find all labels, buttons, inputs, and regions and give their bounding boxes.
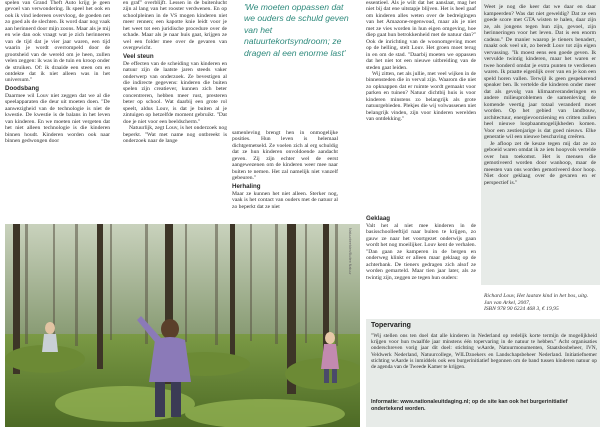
topervaring-box	[366, 319, 600, 427]
forest-photo-illustration	[5, 224, 360, 427]
column-5-paragraph-1: Valt het al niet mee kinderen in de basisschoolleeftijd naar buiten te krijgen, zo gauw ze naar het voortgezet onderwijs gaan wordt het nog moeilijker. Louv kent de verhalen. "Dan gaan ze kamperen in de bergen en onderweg klinkt er alleen maar geklaag op de achterbank. De tieners gedragen zich alsof ze worden gemarteld. Maar tien jaar later, als ze twintig zijn, zeggen ze tegen hun ouders:	[366, 223, 476, 281]
topervaring-info: Informatie: www.nationaleuitdaging.nl; op de site kan ook het burgerinitiatief ondertekend worden.	[371, 399, 568, 412]
heading-geklaag: Geklaag	[366, 215, 391, 222]
article-column-1	[5, 0, 110, 145]
topervaring-title: Topervaring	[371, 322, 411, 329]
sidebar-paragraph-2: Je afloop zet de keuze tegen mij dat ze zo geboeid waren omdat ik ze iets hoopvols vertelde over hun toekomst. Het is mensen die gemotiveerd worden door wanhoop, maar de meesten van ons worden gemotiveerd door hoop. Niet door geklaag over de gevaren en er perspectief is."	[484, 140, 596, 186]
heading-herhaling: Herhaling	[232, 182, 261, 190]
heading-doodsbang: Doodsbang	[5, 84, 40, 92]
article-column-5	[366, 214, 476, 281]
topervaring-body: "Wij stellen ons ten doel dat alle kinderen in Nederland op redelijk korte termijn de mogelijkheid krijgen voor hun twaalfde jaar minstens één topervaring in de natuur te hebben." Acht organisaties onderschreven vorig jaar dit doel: stichting wAarde, Natuurmonumenten, Staatsbosbeheer, IVN, Veldwerk Nederland, Natuurcollege, WILDzoekers en Landschapsbeheer Nederland. Initiatiefnemer stichting wAarde is inmiddels ook een burgerinitiatief begonnen om de band tussen kinderen natuur op de agenda van de Tweede Kamer te krijgen.	[371, 333, 597, 371]
column-2-paragraph-2: De effecten van de scheiding van kinderen en natuur zijn de laatste jaren steeds vaker onderwerp van onderzoek. Ze bevestigen al die indirecte gegevens: kinderen die buiten spelen zijn creatiever, kunnen zich beter concentreren, hebben meer rust, presteren beter op school. Wat daarbij een grote rol speelt, aldus Louv, is dat je buiten al je zintuigen op hetzelfde moment gebruikt. "Dat doe je niet voor een beeldscherm."	[123, 60, 227, 125]
heading-veel-steun: Veel steun	[123, 52, 154, 60]
article-column-2	[123, 0, 227, 145]
column-4-paragraph-1: essentieel. Als je wilt dat het aanslaat, mag het niet bij dat ene uitstapje blijven. Het is heel gaaf om kinderen alles weten over de bedreigingen van het Amazone-regenwoud, maar als je niet met ze vies worden in hun eigen omgeving, hoe diep gaat hun betrokkenheid met de natuur dan?" Ook de inrichting van de woonomgeving moet op de helling, stelt Louv. Het groen moet terug in en om de stad. "Daarbij moeten we oppassen dat het niet tot een nieuwe uitbreiding van de steden gaat leiden.	[366, 0, 476, 71]
column-2-paragraph-3: Natuurlijk, zegt Louv, is het onderzoek nog beperkt. "Wat met name nog ontbreekt is onderzoek naar de lange	[123, 125, 227, 145]
book-reference-line-2: ISBN 978 90 6224 468 3, € 19,95	[484, 306, 559, 313]
column-4-paragraph-2: Wij zitten, net als jullie, met veel wijken in de binnensteden die in verval zijn. Waarom die niet zo opknappen dat er ruimte wordt gemaakt voor parken en tuinen? Natuur dichtbij huis is voor kinderen minstens zo belangrijk als grote natuurgebieden. Plekjes die wij volwassenen niet belangrijk vinden, zijn voor kinderen werelden van ontdekking."	[366, 70, 476, 123]
column-3-paragraph-2: Maar ze kunnen het niet alleen. Sterker nog, vaak is het contact van ouders met de natuur al zo beperkt dat ze niet	[232, 190, 338, 210]
sidebar-panel	[481, 0, 600, 285]
book-reference-line-1: Richard Louv, Het laatste kind in het bos, uitg. Jan van Arkel, 2007,	[484, 293, 589, 306]
article-column-4	[366, 0, 476, 123]
column-2-paragraph-1: en graf" overblijft. Lessen in de buitenlucht zijn al lang van het rooster verdwenen. En op schoolpleinen in de VS mogen kinderen niet meer rennen; een kapotte knie leidt voor je het weet tot een juridische procedure over de schade. Maar als je naar huis gaat, krijgen ze wel een folder mee over de gevaren van overgewicht.	[123, 0, 227, 52]
column-1-paragraph-1: spelen van Grand Theft Auto krijg je geen gevoel van verwondering. Ik speel het ook en ook ik vind iedereen overvloog, de goeden net zo goed als de slechten. Ik word daar nog vaak aan herinnerd door mijn zoons. Maar als je mij en wie dan ook vraagt wat je zich herinneren van de tijd dat je vier jaar waren, een tijd waarin je wordt overrompeld door de grootsheid van de wereld om je heen, zullen velen zeggen: ik was in de tuin en kroop onder de struiken. Of: ik draaide een steen om en ontdekte dat ik niet alleen was in het universum."	[5, 0, 110, 84]
photo-credit: Natuurbeelden/Buiten Natuur	[348, 228, 352, 275]
article-column-3	[232, 130, 338, 210]
forest-photo	[5, 224, 360, 427]
column-3-paragraph-1: samenleving brengt hen in onmogelijke posities. Hun leven is helemaal dichtgemetseld. Ze voelen zich al erg schuldig dat ze hun kinderen onvoldoende aandacht geven. Zij zijn echter wel de eerst aangewezenen om de kinderen weer mee naar buiten te nemen. Het zal namelijk niet vanzelf gebeuren."	[232, 130, 338, 182]
book-reference	[484, 293, 596, 313]
sidebar-paragraph-1: Weet je nog die keer dat we daar en daar kampeerden? Was dat niet geweldig? Dat ze een goede score met GTA wisten te halen, daar zijn ze, als jongens tegen hun zijn, gevoel, zijn herinneringen voor het leven. Dat is een enorm cadeau." De manier waarop je tieners benadert, maakt ook veel uit, zo beredt Louv tot zijn eigen vervassing. "Ik moest eens een goede geven. Ik vervulde twintig kinderen, maar het waren er twee honderd omdat je extra punten te verdienen waren. Ik praatte eigenlijk over van en je kon een speld horen vallen. Terwijl ik geen gespekerend speaker ben. Ik vertelde die kinderen onder meer dat als gevolg van klimaatveranderingen en andere milieuproblemen de samenleving de komende veertig jaar totaal veranderd moet worden. Op het gebied van landbouw, architectuur, energievoorziening en critten zullen heel nieuwe loopbaanmogelijkheden komen. Voor een zestienjarige is dat goed nieuws. Elke generatie wil een nieuwe beschaving creëren.	[484, 4, 596, 140]
column-1-paragraph-2: Daarmee wil Louv niet zeggen dat we al die speelapparaten die deur uit moeten doen. "De aanwezigheid van de technologie is niet de kwestie. De kwestie is de balans in het leven van kinderen. En we moeten niet vergeten dat het niet alleen technologie is die kinderen binnen houdt. Kinderen worden ook naar binnen gedwongen door	[5, 92, 110, 145]
sidebar-text	[484, 4, 596, 186]
pull-quote: 'We moeten oppassen dat we ouders de schuld geven van het natuurtekortsyndroom; ze dragen al een enorme last'	[244, 2, 349, 58]
